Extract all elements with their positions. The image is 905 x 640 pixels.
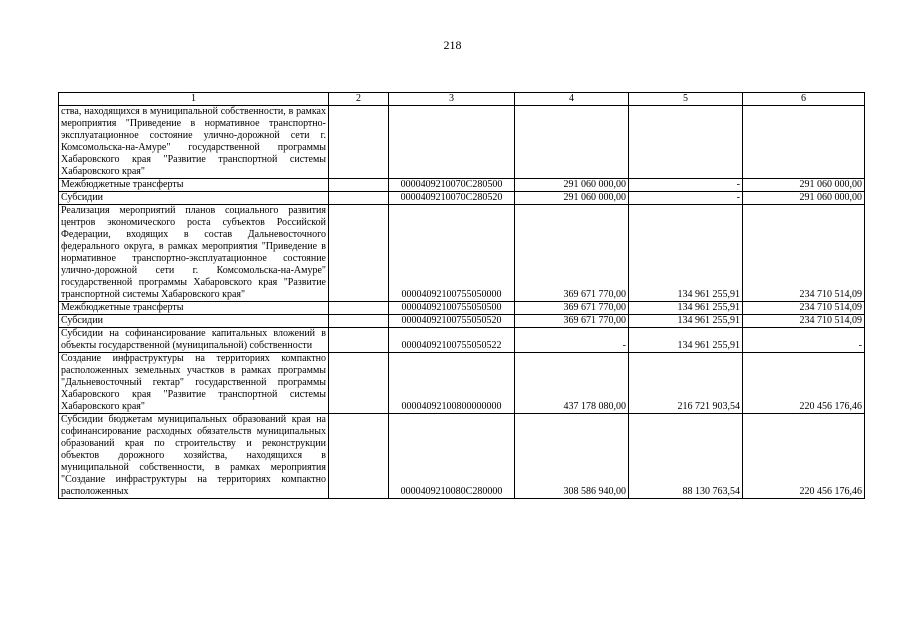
value-col4: -: [515, 328, 629, 353]
budget-code: [389, 106, 515, 179]
item-name: ства, находящихся в муниципальной собственности, в рамках мероприятия "Приведение в нормативное транспортно-эксплуатационное состояние улично-дорожной сети г. Комсомольска-на-Амуре" государственной программы Хабаровского края "Развитие транспортной системы Хабаровского края": [59, 106, 329, 179]
table-row: [59, 106, 865, 179]
item-name: Субсидии на софинансирование капитальных вложений в объекты государственной (муниципальной) собственности: [59, 328, 329, 353]
column-header: 6: [743, 93, 865, 106]
budget-code: 00004092100755050500: [389, 302, 515, 315]
value-col4: 291 060 000,00: [515, 192, 629, 205]
value-col4: 308 586 940,00: [515, 414, 629, 499]
value-col5: 134 961 255,91: [629, 302, 743, 315]
budget-code: 00004092100755050522: [389, 328, 515, 353]
value-col4: 369 671 770,00: [515, 302, 629, 315]
table-row: [59, 328, 865, 353]
value-col5: 134 961 255,91: [629, 328, 743, 353]
table-row: [59, 179, 865, 192]
budget-code: 0000409210070C280500: [389, 179, 515, 192]
item-name: Создание инфраструктуры на территориях компактно расположенных земельных участков в рамках программы "Дальневосточный гектар" государственной программы Хабаровского края "Развитие транспортной системы Хабаровского края": [59, 353, 329, 414]
item-col2: [329, 192, 389, 205]
column-header: 4: [515, 93, 629, 106]
item-name: Субсидии: [59, 192, 329, 205]
value-col4: 369 671 770,00: [515, 205, 629, 302]
table-row: [59, 353, 865, 414]
item-name: Реализация мероприятий планов социального развития центров экономического роста субъектов Российской Федерации, входящих в состав Дальневосточного федерального округа, в рамках мероприятия "Приведение в нормативное транспортно-эксплуатационное состояние улично-дорожной сети г. Комсомольска-на-Амуре" государственной программы Хабаровского края "Развитие транспортной системы Хабаровского края": [59, 205, 329, 302]
value-col6: 220 456 176,46: [743, 414, 865, 499]
table-row: [59, 414, 865, 499]
value-col6: [743, 106, 865, 179]
item-col2: [329, 205, 389, 302]
item-name: Межбюджетные трансферты: [59, 302, 329, 315]
budget-code: 00004092100800000000: [389, 353, 515, 414]
value-col6: 234 710 514,09: [743, 302, 865, 315]
value-col6: 291 060 000,00: [743, 192, 865, 205]
value-col5: [629, 106, 743, 179]
budget-code: 0000409210070C280520: [389, 192, 515, 205]
value-col5: 134 961 255,91: [629, 315, 743, 328]
value-col5: 216 721 903,54: [629, 353, 743, 414]
value-col4: 291 060 000,00: [515, 179, 629, 192]
item-col2: [329, 414, 389, 499]
column-header: 3: [389, 93, 515, 106]
table-row: [59, 192, 865, 205]
item-col2: [329, 315, 389, 328]
value-col4: 437 178 080,00: [515, 353, 629, 414]
table-header-row: [59, 93, 865, 106]
budget-code: 00004092100755050520: [389, 315, 515, 328]
budget-code: 00004092100755050000: [389, 205, 515, 302]
item-col2: [329, 106, 389, 179]
value-col6: 291 060 000,00: [743, 179, 865, 192]
value-col5: 88 130 763,54: [629, 414, 743, 499]
item-col2: [329, 302, 389, 315]
table-row: [59, 315, 865, 328]
value-col5: 134 961 255,91: [629, 205, 743, 302]
value-col6: 234 710 514,09: [743, 205, 865, 302]
budget-code: 0000409210080C280000: [389, 414, 515, 499]
item-col2: [329, 353, 389, 414]
column-header: 1: [59, 93, 329, 106]
table-row: [59, 205, 865, 302]
item-name: Субсидии бюджетам муниципальных образований края на софинансирование расходных обязательств муниципальных образований края по строительству и реконструкции объектов дорожного хозяйства, находящихся в муниципальной собственности, в рамках мероприятия "Создание инфраструктуры на территориях компактно расположенных: [59, 414, 329, 499]
value-col6: -: [743, 328, 865, 353]
column-header: 5: [629, 93, 743, 106]
value-col6: 220 456 176,46: [743, 353, 865, 414]
page-number: 218: [443, 38, 462, 52]
item-name: Межбюджетные трансферты: [59, 179, 329, 192]
value-col6: 234 710 514,09: [743, 315, 865, 328]
item-name: Субсидии: [59, 315, 329, 328]
table-row: [59, 302, 865, 315]
value-col4: [515, 106, 629, 179]
column-header: 2: [329, 93, 389, 106]
value-col4: 369 671 770,00: [515, 315, 629, 328]
item-col2: [329, 179, 389, 192]
item-col2: [329, 328, 389, 353]
budget-table: [58, 92, 865, 499]
value-col5: -: [629, 192, 743, 205]
value-col5: -: [629, 179, 743, 192]
